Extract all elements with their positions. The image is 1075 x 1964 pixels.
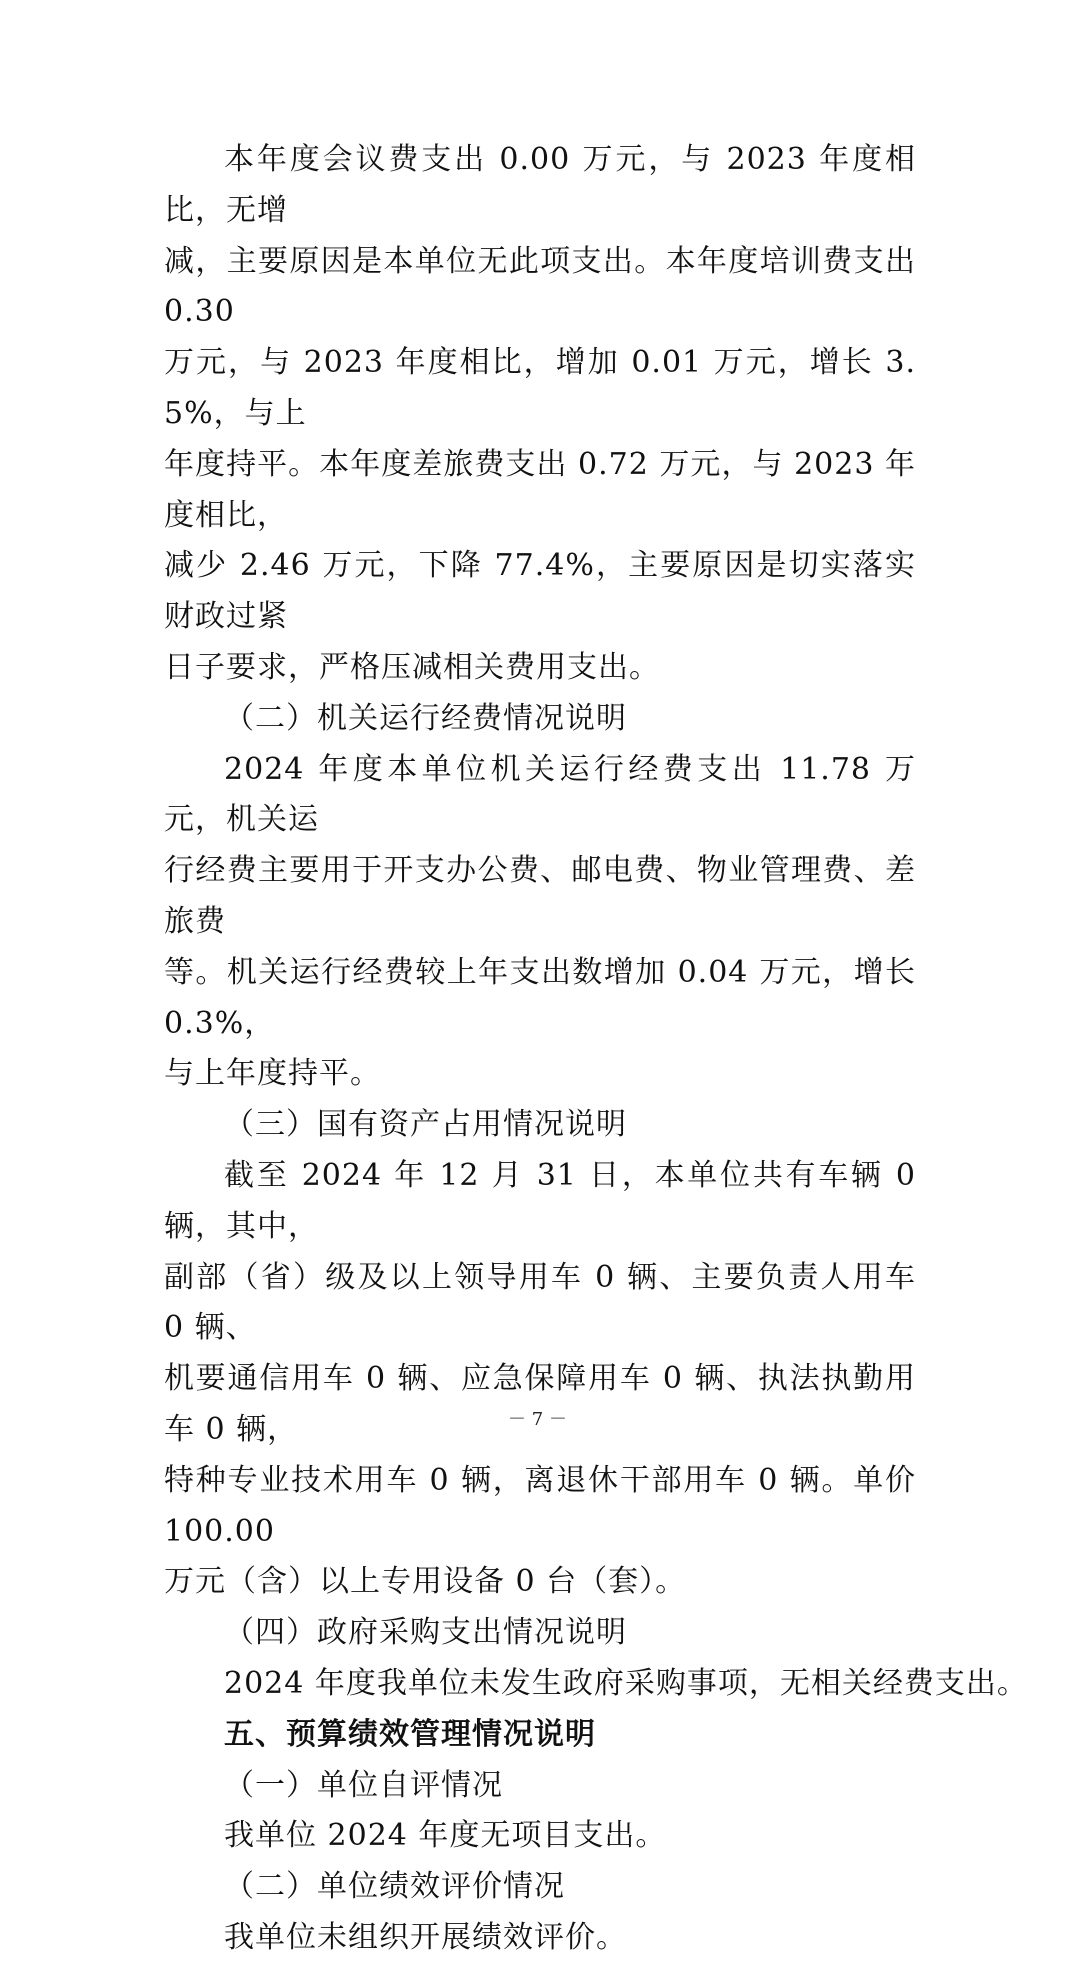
paragraph-line: 2024 年度本单位机关运行经费支出 11.78 万元，机关运 xyxy=(164,751,916,838)
paragraph-line: 截至 2024 年 12 月 31 日，本单位共有车辆 0 辆，其中， xyxy=(164,1157,916,1244)
paragraph-meeting-training-travel-expenses xyxy=(164,135,916,694)
subheading-self-evaluation: （一）单位自评情况 xyxy=(224,1767,503,1803)
paragraph-line: 年度持平。本年度差旅费支出 0.72 万元，与 2023 年度相比， xyxy=(164,446,916,533)
paragraph-performance-evaluation: 我单位未组织开展绩效评价。 xyxy=(224,1919,627,1955)
subheading-government-procurement: （四）政府采购支出情况说明 xyxy=(224,1615,627,1651)
page-number: － 7 － xyxy=(508,1409,567,1430)
paragraph-line: 本年度会议费支出 0.00 万元，与 2023 年度相比，无增 xyxy=(164,142,916,228)
paragraph-line: 特种专业技术用车 0 辆，离退休干部用车 0 辆。单价 100.00 xyxy=(164,1462,916,1549)
section-title-performance-management: 五、预算绩效管理情况说明 xyxy=(224,1716,596,1752)
paragraph-line: 日子要求，严格压减相关费用支出。 xyxy=(164,649,660,685)
paragraph-government-procurement: 2024 年度我单位未发生政府采购事项，无相关经费支出。 xyxy=(224,1665,1028,1701)
paragraph-line: 与上年度持平。 xyxy=(164,1056,381,1092)
paragraph-line: 万元（含）以上专用设备 0 台（套）。 xyxy=(164,1564,687,1600)
paragraph-line: 行经费主要用于开支办公费、邮电费、物业管理费、差旅费 xyxy=(164,853,916,939)
paragraph-line: 副部（省）级及以上领导用车 0 辆、主要负责人用车 0 辆、 xyxy=(164,1259,916,1346)
subheading-performance-evaluation: （二）单位绩效评价情况 xyxy=(224,1869,565,1905)
paragraph-operating-expenses xyxy=(164,745,916,1101)
paragraph-line: 减，主要原因是本单位无此项支出。本年度培训费支出 0.30 xyxy=(164,243,916,330)
paragraph-line: 机要通信用车 0 辆、应急保障用车 0 辆、执法执勤用车 0 辆， xyxy=(164,1361,916,1447)
subheading-operating-expenses: （二）机关运行经费情况说明 xyxy=(224,700,627,736)
paragraph-line: 万元，与 2023 年度相比，增加 0.01 万元，增长 3.5%，与上 xyxy=(164,345,916,431)
paragraph-self-evaluation: 我单位 2024 年度无项目支出。 xyxy=(224,1818,667,1854)
paragraph-line: 等。机关运行经费较上年支出数增加 0.04 万元，增长 0.3%， xyxy=(164,954,916,1041)
document-body xyxy=(164,135,1028,1964)
paragraph-line: 减少 2.46 万元，下降 77.4%，主要原因是切实落实财政过紧 xyxy=(164,548,916,635)
subheading-state-assets: （三）国有资产占用情况说明 xyxy=(224,1107,627,1143)
paragraph-state-assets xyxy=(164,1151,916,1608)
